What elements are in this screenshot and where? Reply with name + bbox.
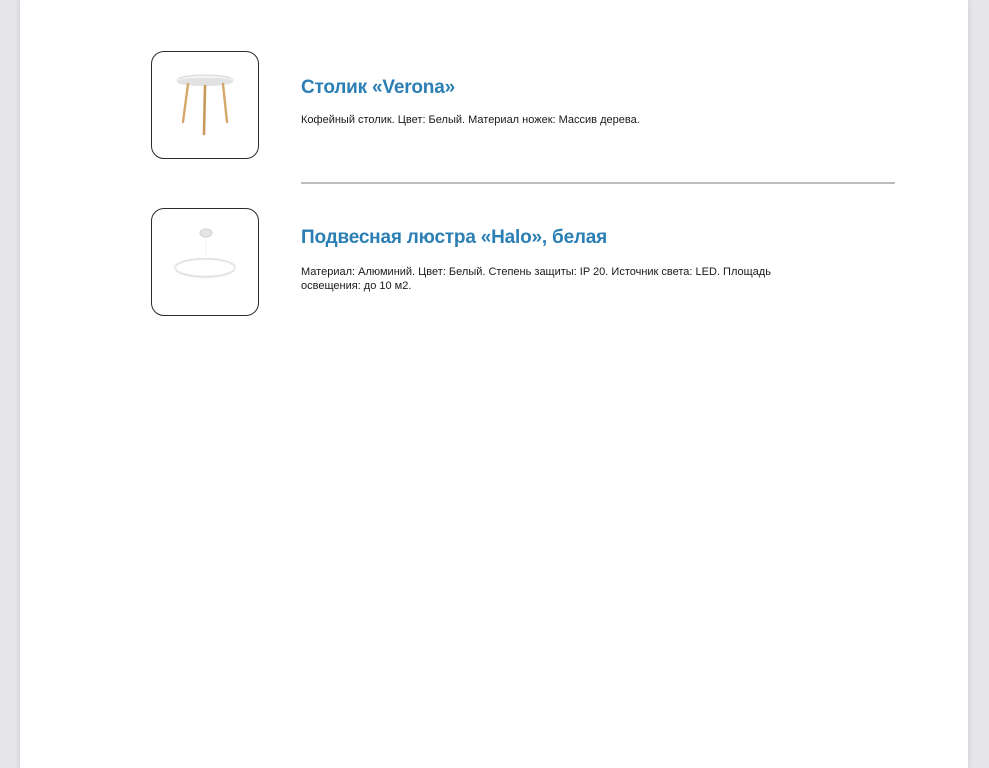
product-thumbnail[interactable]: [151, 208, 259, 316]
divider: [301, 182, 895, 184]
product-description: Кофейный столик. Цвет: Белый. Материал ножек: Массив дерева.: [301, 114, 640, 126]
coffee-table-icon: [152, 52, 258, 158]
document-page: [20, 0, 968, 768]
product-title[interactable]: Подвесная люстра «Halo», белая: [301, 227, 608, 248]
product-description: Материал: Алюминий. Цвет: Белый. Степень защиты: IP 20. Источник света: LED. Площадь освещения: до 10 м2.: [301, 266, 771, 292]
product-title[interactable]: Столик «Verona»: [301, 77, 455, 98]
product-thumbnail[interactable]: [151, 51, 259, 159]
pendant-lamp-icon: [152, 209, 258, 315]
